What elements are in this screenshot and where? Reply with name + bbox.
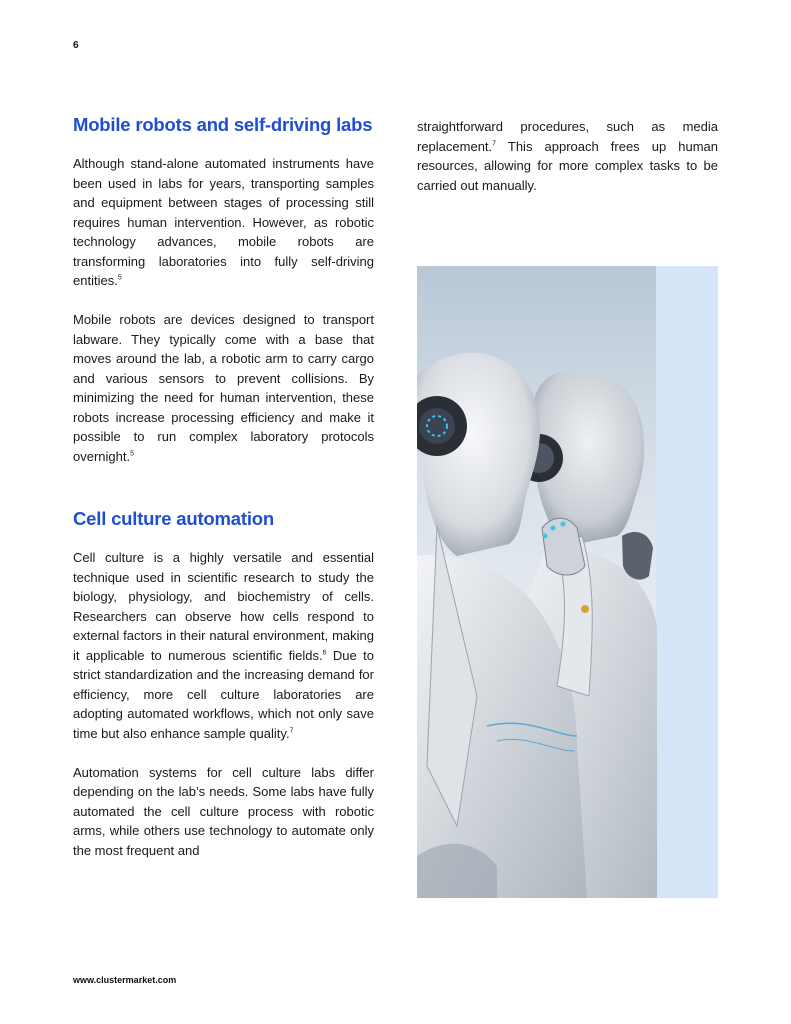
humanoid-robots-image xyxy=(417,266,718,898)
page-number: 6 xyxy=(73,40,79,51)
section-heading-cell-culture: Cell culture automation xyxy=(73,508,274,529)
paragraph-cell-culture-1: Cell culture is a highly versatile and essential technique used in scientific research to study the biology, physiology, and biochemistry of cells. Researchers can observe how cells respond to external factors in their natural environment, making it applicable to numerous scientific fields.$^6$ Due to strict standardization and the increasing demand for efficiency, more cell culture laboratories are adopting automated workflows, which not only save time but also enhance sample quality.$^7$ xyxy=(73,550,375,741)
paragraph-cell-culture-2: Automation systems for cell culture labs differ depending on the lab’s needs. Some labs have fully automated the cell culture process with robotic arms, while others use technology to automate only the most frequent and xyxy=(73,764,374,858)
right-column xyxy=(417,117,718,195)
footnote-ref: 5 xyxy=(117,274,122,282)
robots-illustration-icon xyxy=(417,266,718,898)
footnote-ref: 7 xyxy=(289,727,294,735)
paragraph-mobile-robots-1: Although stand-alone automated instruments have been used in labs for years, transporting samples and equipment between stages of processing still requires human intervention. However, as robotic technology advances, mobile robots are transforming laboratories into fully self-driving entities.$^5$ xyxy=(73,156,374,288)
footer-url: www.clustermarket.com xyxy=(73,975,177,985)
paragraph-mobile-robots-2: Mobile robots are devices designed to transport labware. They typically come with a base that moves around the lab, a robotic arm to carry cargo and various sensors to prevent collisions. By minimizing the need for human intervention, these robots increase processing efficiency and make it possible to run complex laboratory protocols overnight.$^5$ xyxy=(73,312,374,464)
footnote-ref: 6 xyxy=(322,649,327,657)
section-heading-mobile-robots: Mobile robots and self-driving labs xyxy=(73,114,373,135)
paragraph-continuation: straightforward procedures, such as media replacement.$^7$ This approach frees up human resources, allowing for more complex tasks to be carried out manually. xyxy=(417,119,718,193)
left-column xyxy=(73,114,374,860)
footnote-ref: 5 xyxy=(130,450,134,458)
footnote-ref: 7 xyxy=(492,140,497,148)
